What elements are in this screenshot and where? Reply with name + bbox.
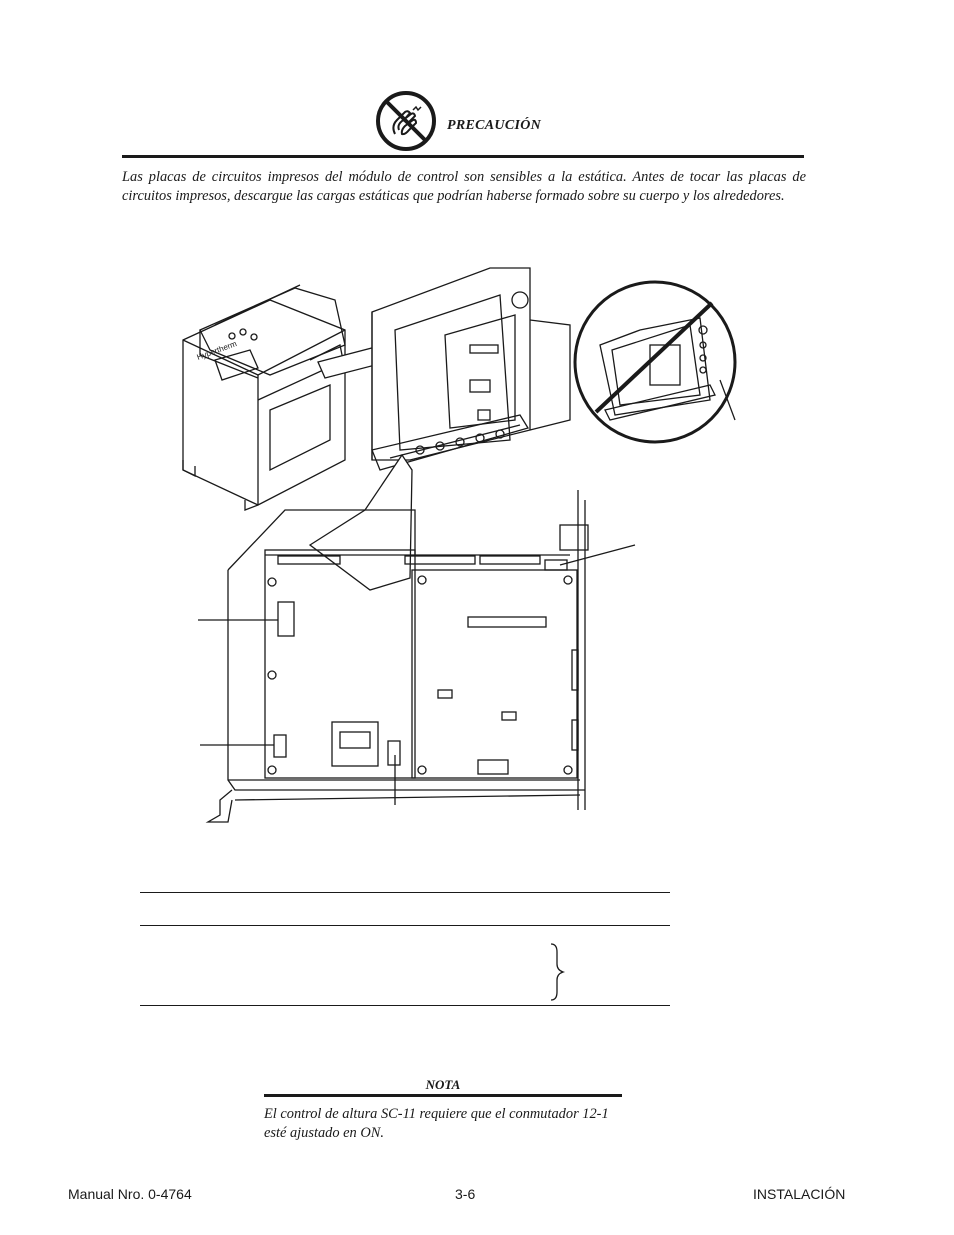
no-touch-static-icon [375, 90, 437, 152]
table-top-rule [140, 892, 670, 893]
caution-rule [122, 155, 804, 158]
footer-manual-number: Manual Nro. 0-4764 [68, 1186, 192, 1202]
note-rule [264, 1094, 622, 1097]
control-module-illustration [0, 260, 954, 860]
footer-section: INSTALACIÓN [753, 1186, 846, 1202]
caution-header [375, 90, 635, 154]
table-bottom-rule [140, 1005, 670, 1006]
note-text: El control de altura SC-11 requiere que el conmutador 12-1 esté ajustado en ON. [264, 1106, 609, 1141]
control-module-assembly [372, 268, 570, 470]
machine-cabinet [183, 285, 345, 510]
table-header-rule [140, 925, 670, 926]
caution-text: Las placas de circuitos impresos del módulo de control son sensibles a la estática. Antes de tocar las placas de circuitos impresos, descargue las cargas estáticas que podrían haberse formado sobre su cuerpo y los alrededores. [122, 169, 806, 204]
note-title: NOTA [425, 1077, 461, 1092]
caution-title: PRECAUCIÓN [447, 118, 542, 133]
callout-arrow-lower [310, 455, 412, 590]
incorrect-handling-inset [575, 282, 735, 442]
machine-logo: Hypertherm [195, 339, 238, 362]
board-tray-detail [198, 490, 635, 822]
footer-page-number: 3-6 [455, 1186, 476, 1202]
table-brace [548, 942, 568, 1002]
